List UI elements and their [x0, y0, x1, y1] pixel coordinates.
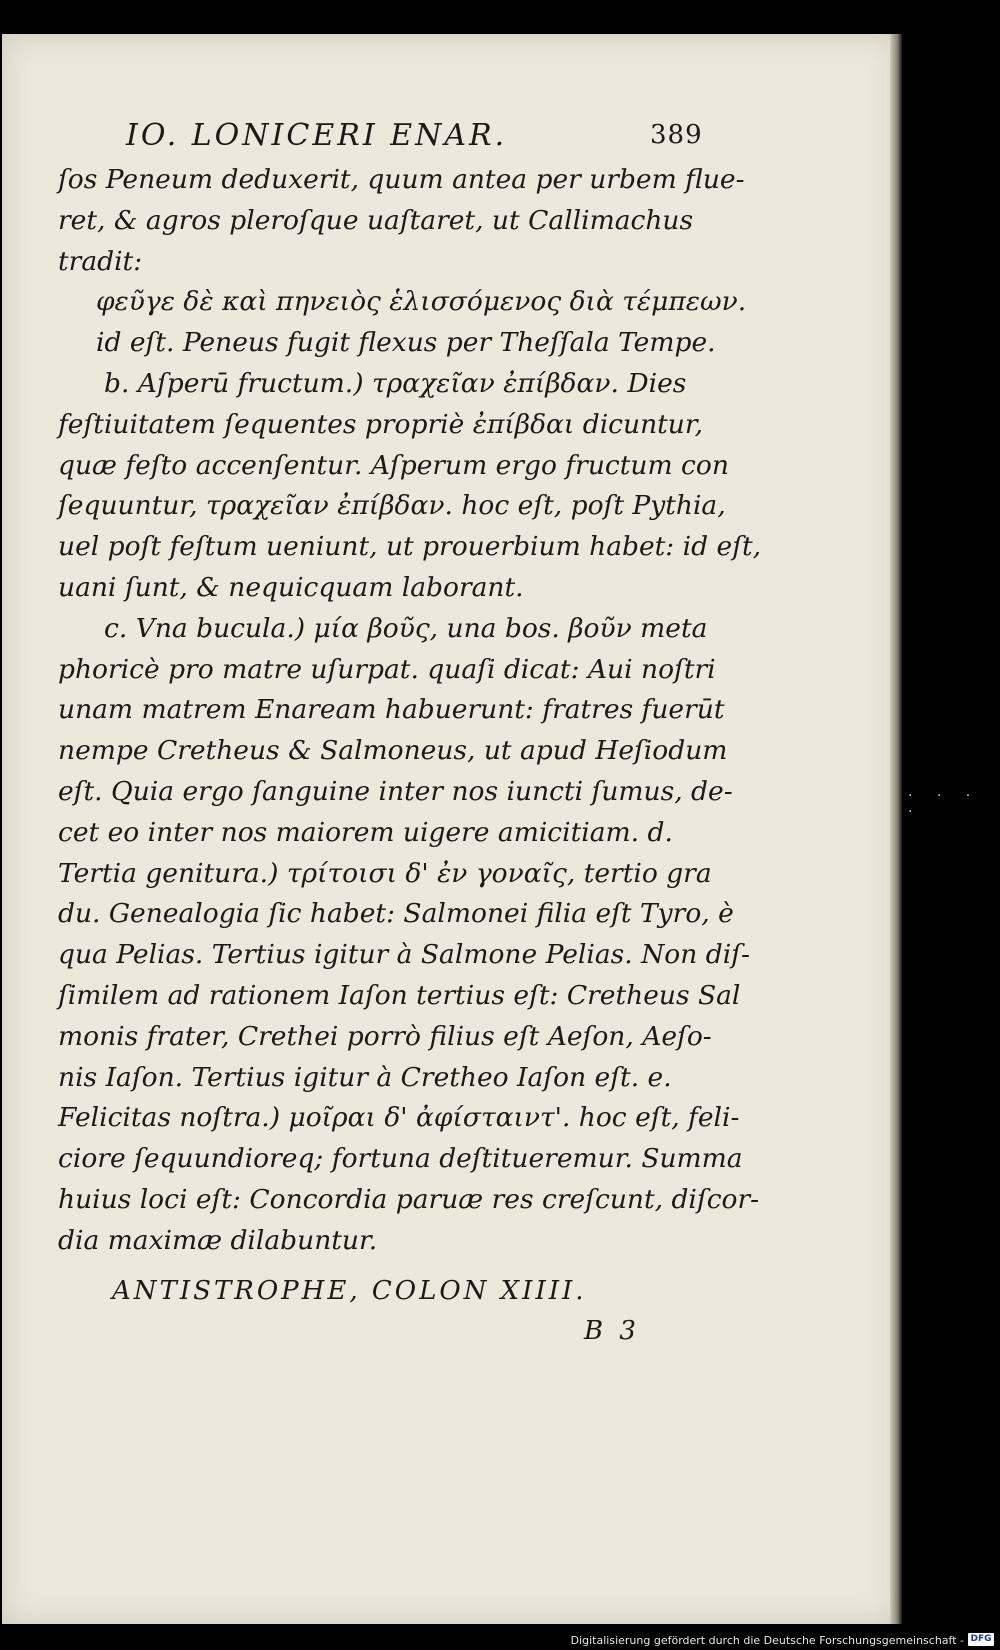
page-number: 389 — [650, 120, 703, 150]
text-line: ſos Peneum deduxerit, quum antea per urbem flue- — [58, 164, 745, 195]
text-line: unam matrem Enaream habuerunt: fratres fuerūt — [58, 694, 725, 726]
text-line: uani ſunt, & nequicquam laborant. — [58, 571, 524, 603]
section-title: ANTISTROPHE, COLON XIIII. — [112, 1276, 587, 1306]
signature-mark: B 3 — [584, 1316, 640, 1346]
text-line: ſimilem ad rationem Iaſon tertius eſt: Cretheus Sal — [58, 979, 741, 1011]
text-line: uel poſt feſtum ueniunt, ut prouerbium habet: id eſt, — [58, 531, 762, 563]
dfg-logo-icon: DFG — [968, 1633, 994, 1646]
text-line: ret, & agros pleroſque uaſtaret, ut Callimachus — [58, 204, 694, 236]
text-line: eſt. Quia ergo ſanguine inter nos iuncti ſumus, de- — [58, 775, 733, 807]
text-line: ſequuntur, τραχεῖαν ἐπίβδαν. hoc eſt, poſt Pythia, — [58, 490, 726, 522]
text-line: monis frater, Crethei porrò filius eſt Aeſon, Aeſo- — [58, 1020, 712, 1052]
text-line: ciore ſequundioreq; fortuna deſtitueremur. Summa — [58, 1143, 743, 1175]
text-line: feſtiuitatem ſequentes propriè ἐπίβδαι dicuntur, — [58, 408, 704, 440]
text-line: huius loci eſt: Concordia paruæ res creſcunt, diſcor- — [58, 1183, 760, 1215]
text-line: nis Iaſon. Tertius igitur à Cretheo Iaſon eſt. e. — [58, 1061, 672, 1093]
text-line: quæ feſto accenſentur. Aſperum ergo fructum con — [58, 449, 729, 481]
dfg-credit-text: Digitalisierung gefördert durch die Deutsche Forschungsgemeinschaft - — [570, 1634, 964, 1647]
text-line: b. Aſperū fructum.) τραχεῖαν ἐπίβδαν. Dies — [104, 367, 687, 399]
text-line: du. Genealogia ſic habet: Salmonei filia eſt Tyro, è — [58, 898, 734, 930]
text-line: tradit: — [58, 245, 143, 277]
text-line: φεῦγε δὲ καὶ πηνειὸς ἑλισσόμενος διὰ τέμπεων. — [96, 286, 747, 318]
text-line: id eſt. Peneus fugit flexus per Theſſala Tempe. — [96, 327, 716, 359]
text-line: phoricè pro matre uſurpat. quaſi dicat: Aui noſtri — [58, 653, 716, 685]
text-line: Tertia genitura.) τρίτοισι δ' ἐν γοναῖς, tertio gra — [58, 857, 712, 889]
text-line: dia maximæ dilabuntur. — [58, 1224, 378, 1256]
text-line: Felicitas noſtra.) μοῖραι δ' ἀφίσταιντ'. hoc eſt, feli- — [58, 1102, 740, 1134]
text-line: c. Vna bucula.) μία βοῦς, una bos. βοῦν meta — [104, 612, 708, 644]
text-line: cet eo inter nos maiorem uigere amicitiam. d. — [58, 816, 673, 848]
running-head: IO. LONICERI ENAR. — [126, 118, 508, 153]
text-line: nempe Cretheus & Salmoneus, ut apud Heſiodum — [58, 735, 728, 767]
credit-bar — [0, 1628, 1000, 1650]
body-text — [58, 160, 762, 1262]
scan-edge-dots: · · · · — [908, 788, 981, 820]
text-line: qua Pelias. Tertius igitur à Salmone Pelias. Non diſ- — [58, 939, 750, 971]
page-edge — [890, 34, 902, 1624]
